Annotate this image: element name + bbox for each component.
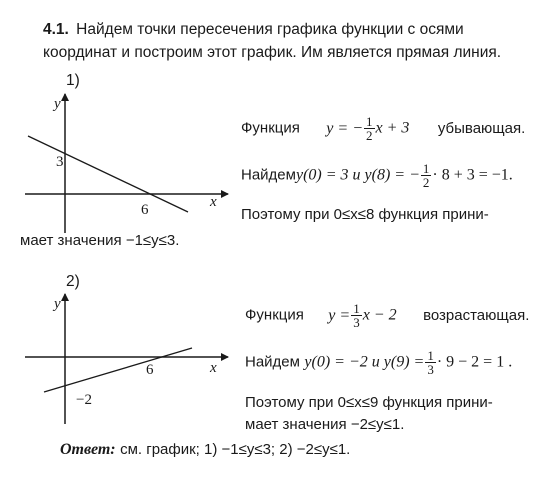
part1-find-rest: · 8 + 3 = −1.	[432, 166, 513, 184]
part1-graph	[20, 88, 235, 238]
answer-text: см. график; 1) −1≤y≤3; 2) −2≤y≤1.	[120, 441, 351, 458]
part2-eq-lhs: y =	[328, 306, 351, 324]
part2-therefore: Поэтому при 0≤x≤9 функция прини-	[245, 394, 493, 411]
part2-find-word: Найдем	[245, 353, 300, 371]
part2-function-line-text	[245, 302, 529, 329]
part1-find-line	[241, 162, 513, 189]
part1-therefore: Поэтому при 0≤x≤8 функция прини-	[241, 206, 489, 223]
part1-function-line-text	[241, 115, 525, 142]
part2-function-line	[44, 348, 192, 392]
answer	[60, 441, 350, 459]
part1-find-value: y(0) = 3 и y(8) = −	[295, 166, 420, 184]
part1-function-line	[28, 136, 188, 212]
part2-eq-rhs: x − 2	[362, 306, 397, 324]
problem-intro	[43, 18, 533, 64]
part2-range: мает значения −2≤y≤1.	[245, 416, 405, 433]
part2-x-axis-label: x	[210, 360, 217, 376]
part2-find-value: y(0) = −2 и y(9) =	[304, 353, 425, 371]
part2-y-intercept-label: −2	[76, 392, 92, 408]
part2-eq-fraction: $\frac{1}{3}$	[353, 301, 360, 330]
part1-label: 1)	[66, 72, 80, 89]
part2-find-line	[245, 349, 512, 376]
part2-graph	[20, 288, 235, 428]
part1-y-intercept-label: 3	[56, 154, 64, 170]
part1-x-intercept-label: 6	[141, 202, 149, 218]
part2-label: 2)	[66, 273, 80, 290]
part2-x-intercept-label: 6	[146, 362, 154, 378]
part1-y-axis-label: y	[54, 96, 61, 112]
part1-monotonic: убывающая.	[437, 119, 526, 137]
part2-y-axis-label: y	[54, 296, 61, 312]
part1-x-axis-label: x	[210, 194, 217, 210]
answer-label: Ответ:	[60, 441, 116, 458]
part2-function-word: Функция	[245, 306, 304, 324]
part2-find-fraction: $\frac{1}{3}$	[427, 348, 434, 377]
part2-monotonic: возрастающая.	[423, 306, 530, 324]
part1-function-word: Функция	[241, 119, 300, 137]
part1-range: мает значения −1≤y≤3.	[20, 232, 180, 249]
part1-eq-fraction: $\frac{1}{2}$	[366, 114, 373, 143]
problem-intro-text: Найдем точки пересечения графика функции с осями координат и построим этот график. Им является прямая линия.	[43, 21, 502, 61]
part1-eq-lhs: y = −	[326, 119, 363, 137]
problem-number: 4.1.	[43, 21, 69, 38]
part1-find-word: Найдем	[241, 166, 296, 184]
part1-eq-rhs: x + 3	[375, 119, 410, 137]
part2-find-rest: · 9 − 2 = 1 .	[436, 353, 513, 371]
part1-find-fraction: $\frac{1}{2}$	[422, 161, 430, 190]
